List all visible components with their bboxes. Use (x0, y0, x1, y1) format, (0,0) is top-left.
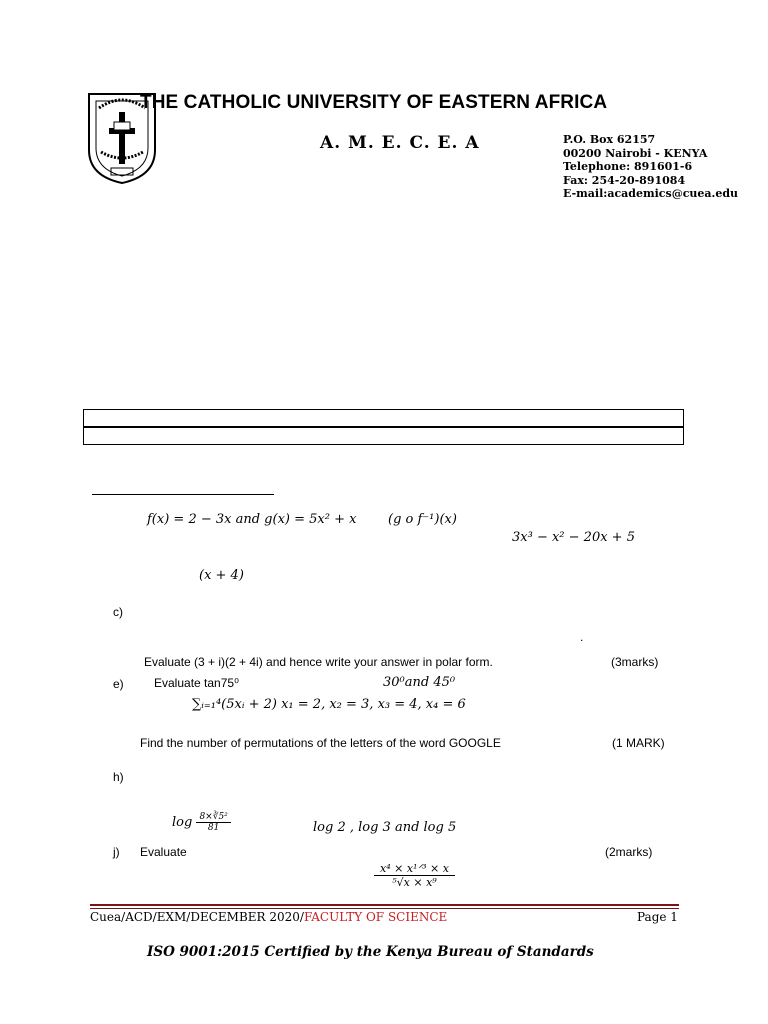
faculty-name: FACULTY OF SCIENCE (303, 910, 448, 924)
exponent-fraction (374, 862, 455, 889)
summation-question: ∑ᵢ₌₁⁴(5xᵢ + 2) x₁ = 2, x₂ = 3, x₃ = 4, x₄ = 6 (192, 697, 466, 712)
section-underline (92, 494, 274, 495)
log-expression (172, 812, 231, 833)
info-box-row-2 (83, 427, 684, 445)
log-denominator: 81 (207, 823, 220, 833)
polynomial: 3x³ − x² − 20x + 5 (512, 530, 635, 545)
footer-rule-thin (90, 908, 679, 909)
page-number: Page 1 (637, 910, 678, 924)
composite-function: (g o f⁻¹)(x) (388, 512, 457, 527)
amecea-title: A. M. E. C. E. A (320, 133, 480, 153)
address-line: E-mail:academics@cuea.edu (563, 187, 739, 200)
log-prefix: log (172, 815, 193, 830)
university-name: THE CATHOLIC UNIVERSITY OF EASTERN AFRICA (140, 92, 608, 113)
complex-marks: (3marks) (611, 655, 659, 669)
evaluate-label: Evaluate (140, 845, 187, 859)
log-fraction (196, 812, 230, 833)
permutation-question: Find the number of permutations of the letters of the word GOOGLE (140, 736, 501, 750)
exponent-numerator: x⁴ × x¹ᐟ³ × x (374, 862, 455, 876)
address-line: P.O. Box 62157 (563, 133, 656, 146)
divisor: (x + 4) (199, 568, 244, 583)
question-label-h: h) (113, 770, 124, 784)
exponent-denominator: ⁵√x × x⁹ (392, 876, 437, 889)
question-label-c: c) (113, 605, 123, 619)
tan-question: Evaluate tan75⁰ (154, 676, 239, 690)
j-marks: (2marks) (605, 845, 653, 859)
footer-rule (90, 904, 679, 906)
log-given-values: log 2 , log 3 and log 5 (313, 820, 457, 835)
permutation-marks: (1 MARK) (612, 736, 665, 750)
complex-question: Evaluate (3 + i)(2 + 4i) and hence write your answer in polar form. (144, 655, 493, 669)
footer-exam-code (90, 910, 447, 924)
question-label-e: e) (113, 677, 124, 691)
function-definition: f(x) = 2 − 3x and g(x) = 5x² + x (147, 512, 357, 527)
address-line: 00200 Nairobi - KENYA (563, 146, 708, 160)
angles: 30⁰and 45⁰ (383, 675, 456, 690)
info-box-row-1 (83, 409, 684, 427)
stray-dot: . (580, 630, 584, 644)
address-line: Telephone: 891601-6 (563, 160, 693, 173)
question-label-j: j) (113, 845, 120, 859)
address-line: Fax: 254-20-891084 (563, 173, 686, 187)
address-block (563, 133, 738, 201)
log-numerator: 8×∛5² (196, 812, 230, 823)
iso-certification: ISO 9001:2015 Certified by the Kenya Bureau of Standards (147, 944, 594, 960)
exam-code: Cuea/ACD/EXM/DECEMBER 2020/ (90, 910, 304, 924)
